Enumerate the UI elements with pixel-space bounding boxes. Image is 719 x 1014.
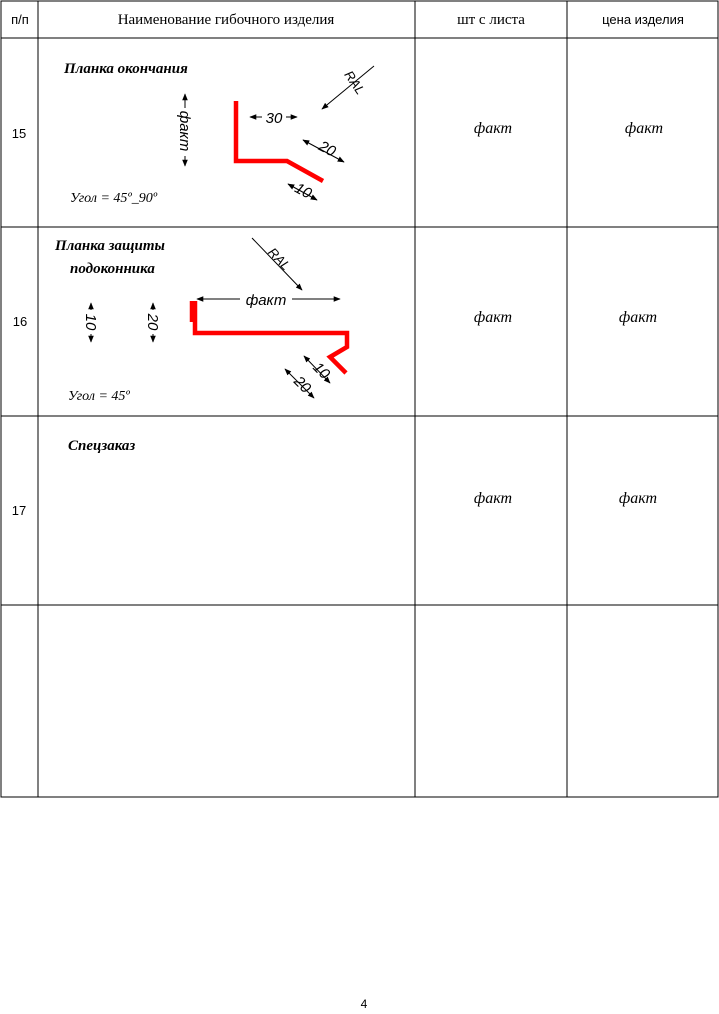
row-number: 15 bbox=[11, 126, 27, 141]
header-price: цена изделия bbox=[602, 12, 684, 27]
tail-dimension-2: 20 bbox=[290, 372, 315, 397]
row-number: 16 bbox=[12, 314, 28, 329]
product-title: Спецзаказ bbox=[68, 438, 136, 454]
item-price: факт bbox=[624, 120, 664, 137]
coating-label: RAL bbox=[341, 67, 369, 98]
page-number: 4 bbox=[360, 997, 368, 1011]
coating-label: RAL bbox=[265, 244, 294, 274]
qty-per-sheet: факт bbox=[473, 490, 513, 507]
table-row-16 bbox=[13, 238, 657, 404]
width-dimension: факт bbox=[245, 292, 287, 309]
tail-dimension-1: 10 bbox=[309, 358, 334, 383]
height-dimension: факт bbox=[176, 110, 193, 152]
header-qty: шт с листа bbox=[457, 12, 525, 28]
qty-per-sheet: факт bbox=[473, 309, 513, 326]
table-row-17 bbox=[12, 438, 657, 518]
product-title: Планка окончания bbox=[64, 61, 188, 77]
header-name: Наименование гибочного изделия bbox=[117, 12, 335, 28]
qty-per-sheet: факт bbox=[473, 120, 513, 137]
table-header bbox=[11, 12, 684, 28]
bend-angle: Угол = 45º_90º bbox=[70, 191, 158, 206]
product-title-line-1: Планка защиты bbox=[55, 238, 165, 254]
item-price: факт bbox=[618, 490, 658, 507]
side-dimension: 20 bbox=[315, 137, 339, 161]
left-dimension-2: 20 bbox=[144, 313, 161, 331]
tail-dimension: 10 bbox=[291, 179, 315, 203]
header-num: п/п bbox=[11, 12, 29, 27]
left-dimension-1: 10 bbox=[82, 313, 99, 331]
product-title-line-2: подоконника bbox=[70, 261, 155, 277]
top-dimension: 30 bbox=[265, 110, 283, 127]
table-row-15 bbox=[12, 61, 663, 206]
row-number: 17 bbox=[11, 503, 27, 518]
item-price: факт bbox=[618, 309, 658, 326]
bend-profile-drawing bbox=[176, 66, 374, 203]
bend-angle: Угол = 45º bbox=[68, 389, 130, 404]
